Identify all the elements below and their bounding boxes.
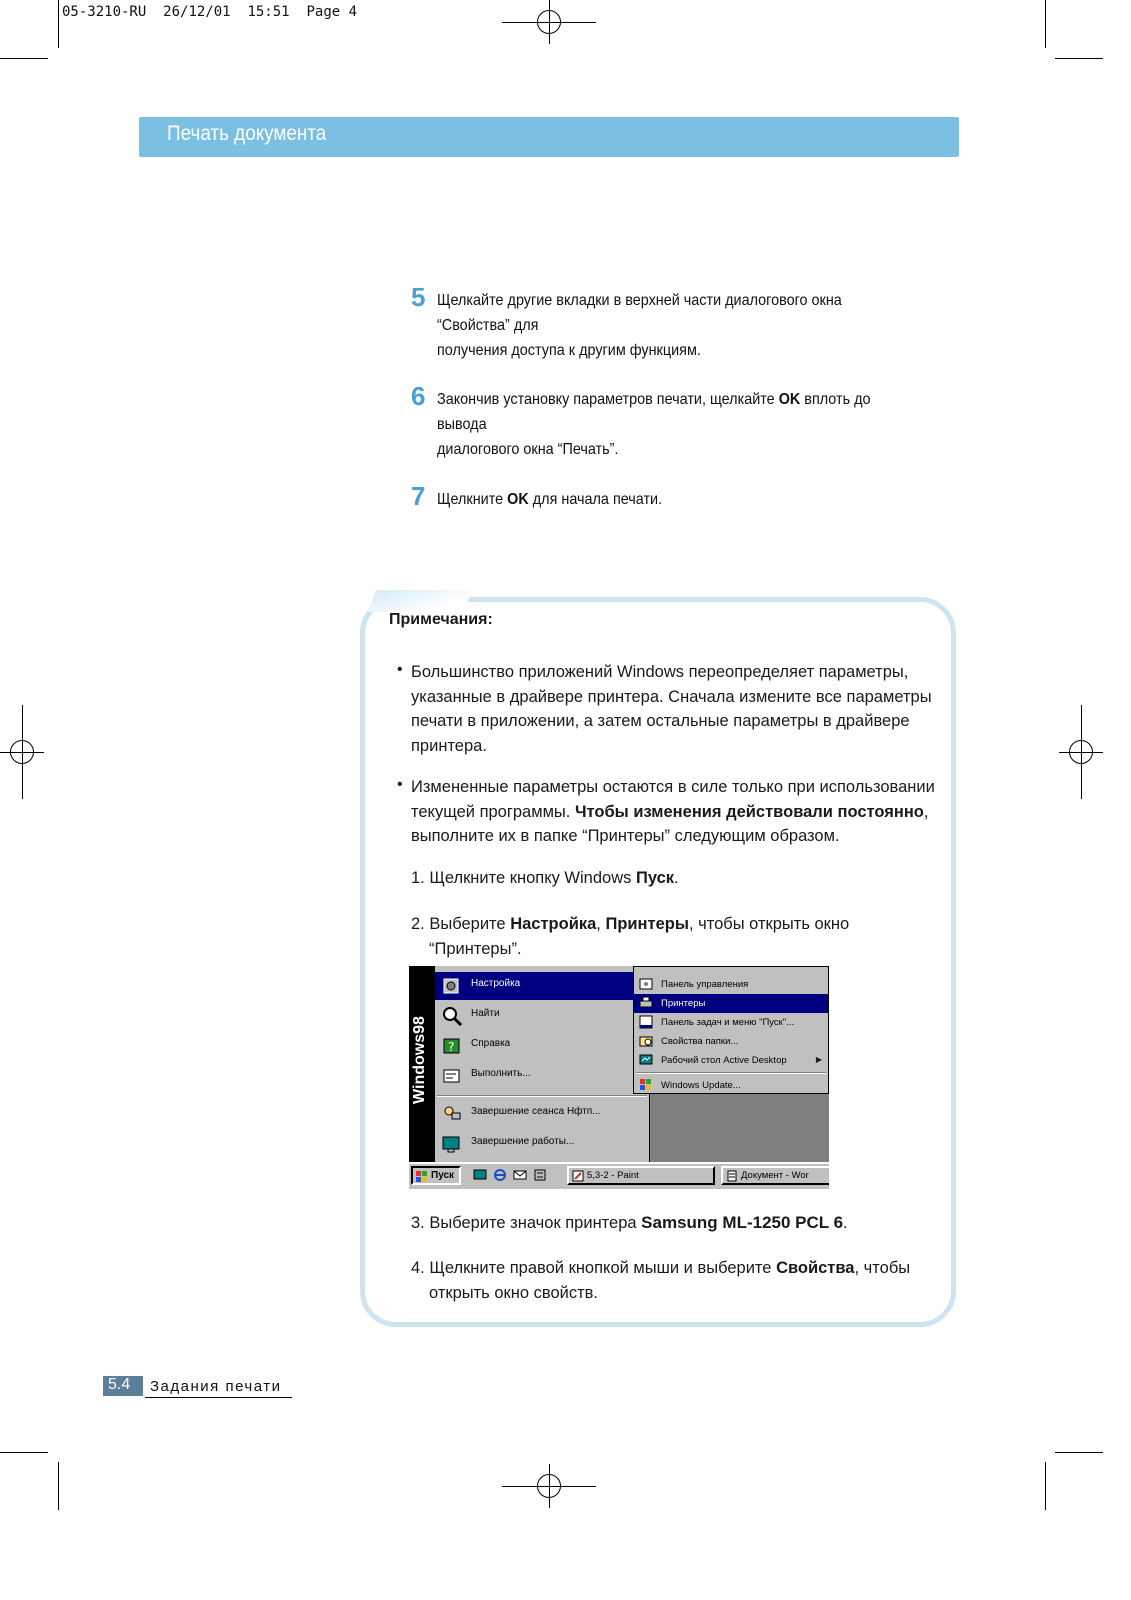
page-number: 5.4 <box>108 1376 131 1393</box>
crop-mark <box>1081 705 1082 799</box>
start-menu <box>435 966 650 1162</box>
svg-text:?: ? <box>448 1040 455 1054</box>
taskbar-icon <box>639 1015 653 1029</box>
folder-options-icon <box>639 1034 653 1048</box>
control-panel-icon <box>639 977 653 991</box>
step-text: Закончив установку параметров печати, щелкайте OK вплоть до вывода диалогового окна “Печать”. <box>437 391 871 458</box>
taskbar <box>409 1162 829 1189</box>
crop-mark <box>502 22 596 23</box>
paint-icon <box>572 1170 584 1182</box>
page-title: Печать документа <box>167 122 327 145</box>
crop-mark <box>1045 0 1046 48</box>
step-number: 7 <box>411 481 426 511</box>
submenu-item-printers[interactable]: Принтеры <box>634 994 828 1013</box>
channels-icon[interactable] <box>533 1168 547 1182</box>
start-menu-item-run[interactable]: Выполнить... <box>435 1062 649 1090</box>
shutdown-icon <box>441 1134 463 1154</box>
crop-mark <box>0 1452 48 1453</box>
chapter-title: Задания печати <box>150 1378 282 1395</box>
crop-mark <box>58 0 59 48</box>
step-text: Щелкайте другие вкладки в верхней части диалогового окна “Свойства” для получения доступа к другим функциям. <box>437 292 842 359</box>
find-icon <box>441 1006 463 1026</box>
windows-update-icon <box>639 1078 653 1092</box>
start-menu-screenshot <box>409 966 829 1189</box>
crop-mark <box>1055 58 1103 59</box>
desktop-icon[interactable] <box>473 1168 487 1182</box>
note-paragraph: Измененные параметры остаются в силе только при использовании текущей программы. Чтобы изменения действовали постоянно, выполните их в папке “Принтеры” следующим образом. <box>411 778 935 845</box>
step-number: 5 <box>411 282 426 312</box>
menu-separator <box>636 1072 826 1074</box>
step-text: Щелкните OK для начала печати. <box>437 491 663 508</box>
notes-title: Примечания: <box>389 611 493 628</box>
note-paragraph: Большинство приложений Windows переопределяет параметры, указанные в драйвере принтера. Сначала измените все параметры печати в приложении, а затем остальные параметры в драйвере принтера. <box>411 663 932 755</box>
menu-separator <box>437 1095 647 1097</box>
submenu-item-control-panel[interactable]: Панель управления <box>634 975 828 994</box>
crop-mark <box>0 58 48 59</box>
note-step-1: 1. Щелкните кнопку Windows Пуск. <box>411 869 679 887</box>
run-icon <box>441 1066 463 1086</box>
settings-icon <box>441 976 463 996</box>
crop-mark <box>1045 1462 1046 1510</box>
document-icon <box>726 1170 738 1182</box>
crop-mark <box>58 1462 59 1510</box>
crop-mark <box>22 705 23 799</box>
submenu-item-folder-options[interactable]: Свойства папки... <box>634 1032 828 1051</box>
submenu-item-windows-update[interactable]: Windows Update... <box>634 1076 828 1095</box>
active-desktop-icon <box>639 1053 653 1067</box>
start-menu-item-logoff[interactable]: Завершение сеанса Нфтп... <box>435 1100 649 1128</box>
footer-rule <box>145 1397 292 1398</box>
submenu-item-taskbar[interactable]: Панель задач и меню "Пуск"... <box>634 1013 828 1032</box>
windows-logo-icon <box>416 1171 428 1182</box>
taskbar-button-word[interactable]: Документ - Wor <box>721 1166 829 1185</box>
start-menu-sidebar <box>409 966 435 1162</box>
crop-mark <box>502 1486 596 1487</box>
step-number: 6 <box>411 381 426 411</box>
outlook-express-icon[interactable] <box>513 1168 527 1182</box>
bullet-icon: • <box>397 661 403 678</box>
note-step-3: 3. Выберите значок принтера Samsung ML-1250 PCL 6. <box>411 1213 848 1232</box>
print-slug: 05-3210-RU 26/12/01 15:51 Page 4 <box>62 4 358 20</box>
start-menu-item-shutdown[interactable]: Завершение работы... <box>435 1130 649 1158</box>
taskbar-button-paint[interactable]: 5,3-2 - Paint <box>567 1166 715 1185</box>
note-step-4: 4. Щелкните правой кнопкой мыши и выберите Свойства, чтобы открыть окно свойств. <box>411 1259 911 1302</box>
start-menu-item-find[interactable]: Найти <box>435 1002 649 1030</box>
bullet-icon: • <box>397 776 403 793</box>
printers-icon <box>639 996 653 1010</box>
note-step-2: 2. Выберите Настройка, Принтеры, чтобы открыть окно “Принтеры”. <box>411 915 850 958</box>
start-menu-item-help[interactable]: ? Справка <box>435 1032 649 1060</box>
logoff-icon <box>441 1104 463 1124</box>
help-icon <box>441 1036 463 1056</box>
submenu-item-active-desktop[interactable]: Рабочий стол Active Desktop ▶ <box>634 1051 828 1070</box>
submenu-arrow-icon: ▶ <box>815 1055 822 1064</box>
crop-mark <box>1055 1452 1103 1453</box>
notes-tab-decoration <box>368 590 472 612</box>
internet-explorer-icon[interactable] <box>493 1168 507 1182</box>
windows98-logo-text: Windows98 <box>411 1016 428 1104</box>
settings-submenu <box>633 966 829 1094</box>
start-menu-item-settings[interactable]: Настройка <box>435 972 649 1000</box>
start-button[interactable]: Пуск <box>411 1166 461 1185</box>
